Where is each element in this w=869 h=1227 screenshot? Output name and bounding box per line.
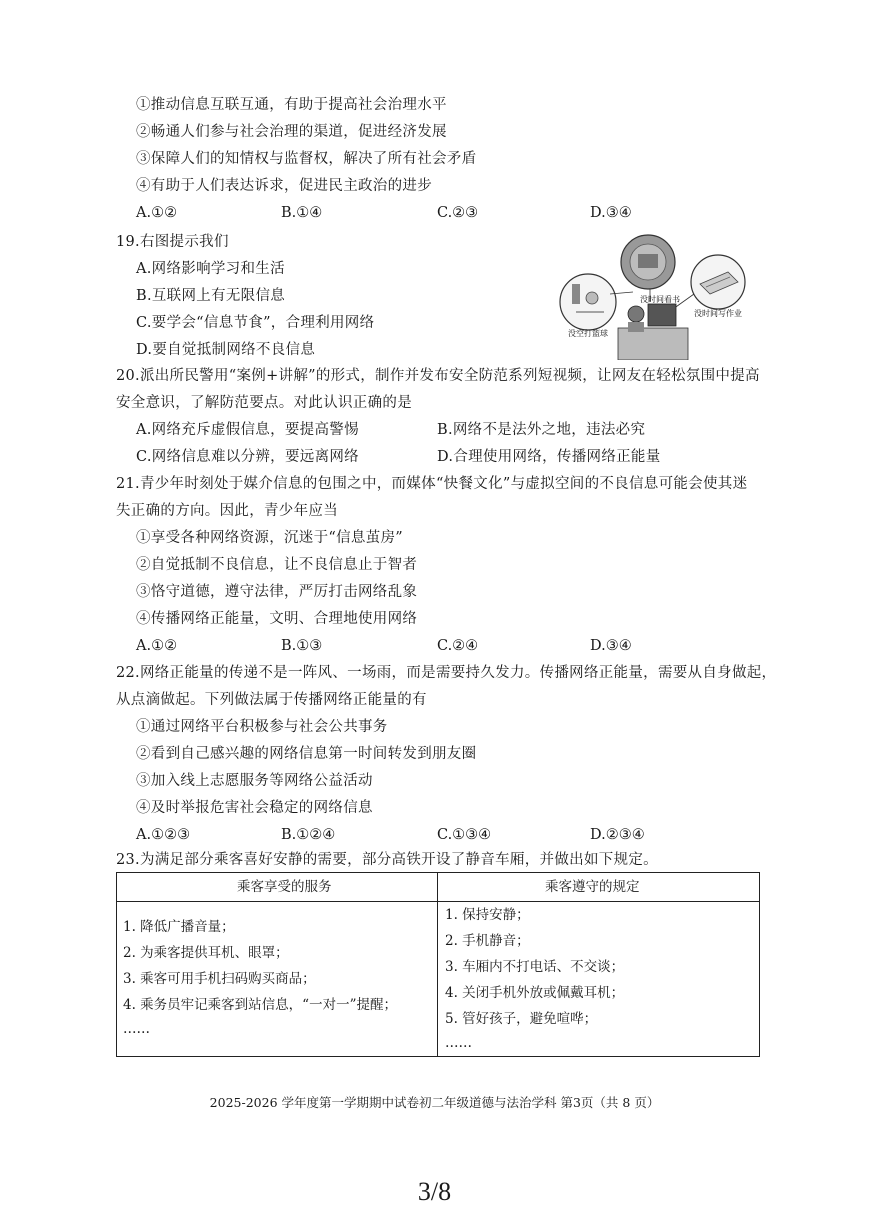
table-right-item-5: 5. 管好孩子，避免喧哗； [445, 1011, 598, 1027]
q19-option-a[interactable]: A.网络影响学习和生活 [136, 261, 285, 277]
q18-statement-2: ②畅通人们参与社会治理的渠道，促进经济发展 [136, 124, 447, 140]
q21-option-c[interactable]: C.②④ [437, 638, 479, 654]
page-footer: 2025-2026 学年度第一学期期中试卷初二年级道德与法治学科 第3页（共 8 页） [209, 1095, 660, 1110]
q21-statement-3: ③恪守道德，遵守法律，严厉打击网络乱象 [136, 584, 418, 600]
table-left-item-5: …… [123, 1021, 150, 1037]
q18-statement-3: ③保障人们的知情权与监督权，解决了所有社会矛盾 [136, 151, 477, 167]
q18-statement-4: ④有助于人们表达诉求，促进民主政治的进步 [136, 178, 432, 194]
q20-stem-line-1: 20.派出所民警用“案例+讲解”的形式，制作并发布安全防范系列短视频，让网友在轻松氛围中提高 [116, 368, 760, 384]
q23-stem: 23.为满足部分乘客喜好安静的需要，部分高铁开设了静音车厢，并做出如下规定。 [116, 852, 658, 868]
table-right-item-6: …… [445, 1035, 472, 1051]
q21-statement-2: ②自觉抵制不良信息，让不良信息止于智者 [136, 557, 418, 573]
q19-option-d[interactable]: D.要自觉抵制网络不良信息 [136, 342, 316, 358]
table-left-item-4: 4. 乘务员牢记乘客到站信息，“一对一”提醒； [123, 997, 397, 1013]
q18-statement-1: ①推动信息互联互通，有助于提高社会治理水平 [136, 97, 447, 113]
q19-option-b[interactable]: B.互联网上有无限信息 [136, 288, 286, 304]
q22-statement-2: ②看到自己感兴趣的网络信息第一时间转发到朋友圈 [136, 746, 477, 762]
cartoon-illustration [558, 232, 748, 360]
q21-stem-line-1: 21.青少年时刻处于媒介信息的包围之中，而媒体“快餐文化”与虚拟空间的不良信息可能会使其迷 [116, 476, 748, 492]
q18-option-a[interactable]: A.①② [136, 205, 178, 221]
q22-statement-1: ①通过网络平台积极参与社会公共事务 [136, 719, 388, 735]
q18-option-c[interactable]: C.②③ [437, 205, 479, 221]
table-right-item-1: 1. 保持安静； [445, 907, 530, 923]
q22-option-a[interactable]: A.①②③ [136, 827, 191, 843]
q20-option-b[interactable]: B.网络不是法外之地，违法必究 [437, 422, 646, 438]
q22-option-c[interactable]: C.①③④ [437, 827, 492, 843]
q20-option-a[interactable]: A.网络充斥虚假信息，要提高警惕 [136, 422, 359, 438]
table-right-item-2: 2. 手机静音； [445, 933, 530, 949]
q22-option-d[interactable]: D.②③④ [590, 827, 645, 843]
q22-stem-line-2: 从点滴做起。下列做法属于传播网络正能量的有 [116, 692, 427, 708]
q22-option-b[interactable]: B.①②④ [281, 827, 336, 843]
q22-statement-4: ④及时举报危害社会稳定的网络信息 [136, 800, 373, 816]
q19-option-c[interactable]: C.要学会“信息节食”，合理利用网络 [136, 315, 375, 331]
q20-stem-line-2: 安全意识，了解防范要点。对此认识正确的是 [116, 395, 412, 411]
table-right-item-3: 3. 车厢内不打电话、不交谈； [445, 959, 625, 975]
q21-stem-line-2: 失正确的方向。因此，青少年应当 [116, 503, 338, 519]
q18-option-b[interactable]: B.①④ [281, 205, 323, 221]
q21-option-a[interactable]: A.①② [136, 638, 178, 654]
q22-stem-line-1: 22.网络正能量的传递不是一阵风、一场雨，而是需要持久发力。传播网络正能量，需要从自身做起， [116, 665, 777, 681]
table-left-item-3: 3. 乘客可用手机扫码购买商品； [123, 971, 316, 987]
q21-option-d[interactable]: D.③④ [590, 638, 632, 654]
figure-label-no-basketball: 没空打篮球 [568, 329, 608, 338]
q22-statement-3: ③加入线上志愿服务等网络公益活动 [136, 773, 373, 789]
q23-table [116, 872, 760, 1057]
q20-option-d[interactable]: D.合理使用网络，传播网络正能量 [437, 449, 661, 465]
table-header-rules: 乘客遵守的规定 [545, 879, 640, 895]
q21-statement-1: ①享受各种网络资源，沉迷于“信息茧房” [136, 530, 404, 546]
table-right-item-4: 4. 关闭手机外放或佩戴耳机； [445, 985, 625, 1001]
table-left-item-2: 2. 为乘客提供耳机、眼罩； [123, 945, 289, 961]
table-left-item-1: 1. 降低广播音量； [123, 919, 235, 935]
table-column-divider [437, 873, 438, 1056]
figure-label-no-time-reading: 没时间看书 [640, 295, 680, 304]
table-header-services: 乘客享受的服务 [237, 879, 332, 895]
q19-cartoon-figure [558, 232, 748, 360]
q21-option-b[interactable]: B.①③ [281, 638, 323, 654]
q20-option-c[interactable]: C.网络信息难以分辨，要远离网络 [136, 449, 359, 465]
q19-stem: 19.右图提示我们 [116, 234, 229, 250]
table-header-divider [117, 901, 759, 902]
page-number: 3/8 [417, 1177, 452, 1206]
figure-label-no-homework: 没时间写作业 [694, 309, 742, 318]
q18-option-d[interactable]: D.③④ [590, 205, 632, 221]
q21-statement-4: ④传播网络正能量，文明、合理地使用网络 [136, 611, 418, 627]
